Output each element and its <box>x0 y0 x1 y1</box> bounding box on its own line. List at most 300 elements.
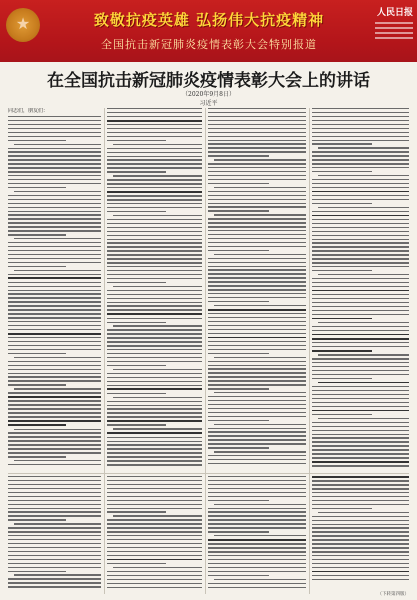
column-divider <box>104 108 105 594</box>
text-line <box>208 492 306 493</box>
text-line <box>8 578 101 579</box>
text-line <box>8 547 101 548</box>
text-line <box>312 262 409 263</box>
text-line <box>312 215 409 217</box>
text-line <box>8 365 101 366</box>
text-line <box>214 305 306 306</box>
text-line <box>107 333 202 334</box>
text-line <box>8 444 101 445</box>
text-line <box>14 238 101 239</box>
text-line <box>107 136 202 137</box>
text-line <box>312 437 409 438</box>
text-line <box>208 400 306 401</box>
text-line <box>107 361 202 362</box>
text-line <box>107 555 202 556</box>
text-line <box>312 219 409 220</box>
text-line <box>208 583 306 584</box>
text-line <box>14 191 101 192</box>
text-line <box>8 369 101 370</box>
text-line <box>8 543 101 544</box>
text-line <box>312 496 409 497</box>
text-line <box>214 254 306 255</box>
text-column-3 <box>208 108 306 470</box>
text-line <box>208 396 306 397</box>
text-line <box>8 432 101 433</box>
text-line <box>107 223 202 224</box>
text-line <box>8 337 101 338</box>
text-line <box>107 302 202 303</box>
text-line <box>312 350 372 352</box>
text-line <box>208 179 306 180</box>
text-line <box>8 535 101 536</box>
text-line <box>208 293 306 294</box>
text-line <box>214 451 306 452</box>
text-line <box>113 286 202 287</box>
text-line <box>208 120 306 121</box>
text-line <box>208 435 306 436</box>
text-line <box>312 112 409 113</box>
text-line <box>214 579 306 580</box>
text-line <box>312 492 409 493</box>
text-line <box>312 116 409 117</box>
text-line <box>8 277 101 279</box>
text-line <box>312 195 409 196</box>
text-line <box>8 488 101 489</box>
text-line <box>107 167 202 168</box>
text-line <box>107 313 202 315</box>
text-line <box>208 559 306 560</box>
text-line <box>107 207 202 208</box>
text-line <box>8 242 101 243</box>
text-line <box>107 242 202 243</box>
text-line <box>107 365 166 366</box>
text-line <box>107 227 202 228</box>
text-line <box>312 286 409 287</box>
text-line <box>312 555 409 556</box>
text-line <box>107 246 202 247</box>
text-line <box>208 218 306 219</box>
text-line <box>312 461 409 463</box>
text-line <box>312 378 372 379</box>
text-line <box>312 239 409 240</box>
text-line <box>208 226 306 227</box>
text-line <box>107 322 166 323</box>
text-line <box>208 183 269 184</box>
text-line <box>8 586 101 587</box>
text-line <box>312 465 409 466</box>
text-line <box>8 290 101 291</box>
text-line <box>312 559 409 560</box>
text-line <box>312 140 409 141</box>
text-line <box>312 128 409 129</box>
text-line <box>107 535 202 536</box>
text-line <box>113 325 202 326</box>
text-line <box>312 414 372 415</box>
text-line <box>208 575 269 576</box>
text-line <box>208 128 306 129</box>
text-line <box>312 449 409 450</box>
text-line <box>8 183 101 184</box>
text-line <box>312 563 409 564</box>
text-line <box>312 203 372 204</box>
text-line <box>8 155 101 156</box>
text-line <box>8 128 101 129</box>
text-line <box>107 309 202 310</box>
text-line <box>312 298 409 299</box>
text-line <box>312 155 409 156</box>
text-line <box>107 120 202 122</box>
text-line <box>8 341 101 342</box>
text-line <box>113 369 202 370</box>
text-line <box>312 258 409 259</box>
text-line <box>8 254 101 255</box>
text-line <box>208 376 306 377</box>
text-line <box>107 405 202 406</box>
text-line <box>107 191 202 193</box>
text-line <box>208 527 306 528</box>
text-line <box>312 362 409 363</box>
text-line <box>113 175 202 176</box>
text-line <box>8 515 101 516</box>
text-line <box>8 392 101 393</box>
text-line <box>14 460 101 461</box>
text-line <box>107 337 202 338</box>
text-line <box>107 298 202 299</box>
text-line <box>312 488 409 489</box>
text-line <box>208 416 306 417</box>
text-line <box>208 206 306 207</box>
text-line <box>107 452 202 453</box>
text-line <box>312 314 409 315</box>
text-line <box>208 511 306 512</box>
text-column-8 <box>312 476 409 586</box>
text-line <box>312 338 409 340</box>
text-line <box>8 555 101 556</box>
text-line <box>8 551 101 552</box>
text-line <box>312 163 409 164</box>
text-line <box>8 452 101 453</box>
text-line <box>8 376 101 377</box>
text-line <box>107 432 202 434</box>
text-column-4 <box>312 108 409 470</box>
text-line <box>208 297 306 298</box>
text-line <box>208 463 306 464</box>
text-line <box>8 262 101 263</box>
text-line <box>208 447 269 448</box>
text-line <box>208 163 306 164</box>
text-line <box>107 239 202 240</box>
text-line <box>8 286 101 287</box>
text-line <box>312 143 372 144</box>
text-line <box>312 500 409 501</box>
text-line <box>8 199 101 200</box>
text-line <box>8 234 66 235</box>
text-line <box>312 235 409 236</box>
text-line <box>208 431 306 432</box>
text-line <box>312 231 409 232</box>
text-line <box>107 199 202 200</box>
text-line <box>312 187 409 188</box>
text-line <box>107 250 202 251</box>
text-line <box>208 167 306 168</box>
text-line <box>107 539 202 540</box>
text-line <box>312 524 409 525</box>
text-line <box>208 345 306 346</box>
text-line <box>214 159 306 160</box>
text-line <box>208 132 306 133</box>
banner-subtitle: 全国抗击新冠肺炎疫情表彰大会特别报道 <box>101 38 317 51</box>
text-line <box>208 531 269 532</box>
text-line <box>107 437 202 438</box>
text-line <box>312 539 409 540</box>
text-line <box>318 175 409 176</box>
text-line <box>107 140 166 141</box>
text-line <box>318 354 409 355</box>
text-line <box>312 250 409 251</box>
text-line <box>208 301 269 302</box>
text-line <box>107 318 202 319</box>
text-line <box>208 143 306 144</box>
text-line <box>107 159 202 160</box>
text-line <box>107 171 166 172</box>
text-line <box>312 453 409 454</box>
text-line <box>107 353 202 354</box>
text-line <box>208 124 306 125</box>
text-line <box>8 333 101 335</box>
text-line <box>8 484 101 485</box>
text-line <box>318 418 409 419</box>
text-line <box>318 382 409 384</box>
text-line <box>8 496 101 497</box>
text-line <box>8 539 101 540</box>
text-line <box>208 388 269 389</box>
text-line <box>312 346 409 347</box>
text-line <box>312 551 409 552</box>
text-line <box>312 227 409 228</box>
text-line <box>208 238 306 239</box>
text-line <box>208 277 306 278</box>
text-line <box>14 429 101 430</box>
text-line <box>107 203 202 204</box>
section-divider <box>8 473 409 474</box>
text-line <box>107 420 202 422</box>
text-line <box>107 108 202 109</box>
text-line <box>312 547 409 548</box>
text-line <box>318 322 409 323</box>
text-line <box>318 147 409 148</box>
article-date: （2020年9月8日） <box>182 91 235 98</box>
text-line <box>8 301 101 302</box>
text-line <box>312 294 409 295</box>
text-line <box>312 394 409 395</box>
text-line <box>208 380 306 381</box>
text-line <box>107 488 202 489</box>
text-line <box>8 148 101 149</box>
text-line <box>208 337 306 339</box>
text-line <box>8 140 66 141</box>
article-title: 在全国抗击新冠肺炎疫情表彰大会上的讲话 <box>47 71 370 91</box>
text-line <box>107 508 202 509</box>
text-line <box>107 152 202 153</box>
text-line <box>312 136 409 137</box>
text-line <box>8 527 101 528</box>
text-line <box>208 281 306 282</box>
text-line <box>208 309 306 311</box>
text-line <box>107 496 202 497</box>
text-line <box>214 357 306 358</box>
text-line <box>113 567 202 568</box>
text-line <box>107 262 202 263</box>
text-line <box>107 258 202 259</box>
text-line <box>312 358 409 359</box>
text-line <box>113 428 202 429</box>
text-line <box>107 527 202 528</box>
text-line <box>312 278 409 279</box>
text-line <box>8 436 101 437</box>
text-line <box>208 317 306 318</box>
text-line <box>8 500 101 501</box>
text-line <box>8 329 101 330</box>
text-line <box>312 543 409 544</box>
text-line <box>8 167 101 168</box>
text-line <box>214 187 306 188</box>
text-line <box>107 349 202 350</box>
text-line <box>8 171 101 172</box>
text-line <box>208 543 306 544</box>
text-line <box>107 571 202 572</box>
text-line <box>8 136 101 137</box>
text-line <box>312 422 409 423</box>
text-line <box>107 290 202 291</box>
text-line <box>107 235 202 236</box>
text-line <box>318 207 409 208</box>
text-line <box>208 365 306 366</box>
text-line <box>8 349 101 350</box>
text-line <box>8 305 101 306</box>
text-line <box>208 234 306 235</box>
text-line <box>107 377 202 378</box>
text-column-2 <box>107 108 202 470</box>
text-line <box>107 388 202 390</box>
text-line <box>312 167 409 168</box>
text-line <box>107 559 202 561</box>
text-line <box>8 116 101 117</box>
text-line <box>107 543 202 544</box>
text-line <box>312 527 409 528</box>
text-column-6 <box>107 476 202 594</box>
text-line <box>8 508 101 509</box>
text-line <box>8 282 101 283</box>
text-line <box>107 393 166 394</box>
text-line <box>8 120 101 121</box>
text-line <box>8 266 66 267</box>
text-line <box>312 374 409 375</box>
text-column-1 <box>8 108 101 470</box>
text-line <box>208 258 306 259</box>
text-line <box>312 406 409 407</box>
text-line <box>312 398 409 399</box>
text-line <box>208 384 306 385</box>
text-line <box>8 380 101 381</box>
text-line <box>107 460 202 461</box>
text-line <box>208 199 306 200</box>
text-line <box>312 183 409 184</box>
text-line <box>8 408 101 409</box>
text-line <box>208 368 306 369</box>
text-line <box>208 108 306 109</box>
text-line <box>8 404 101 405</box>
text-line <box>214 535 306 536</box>
text-line <box>208 567 306 568</box>
text-line <box>214 504 306 505</box>
text-line <box>107 294 202 295</box>
text-line <box>107 579 202 580</box>
text-line <box>8 582 101 583</box>
text-line <box>113 144 202 145</box>
text-line <box>208 428 306 429</box>
text-line <box>208 242 306 243</box>
text-line <box>208 551 306 552</box>
text-line <box>312 410 409 412</box>
column-divider <box>309 108 310 594</box>
text-line <box>208 246 306 247</box>
text-line <box>312 326 409 327</box>
text-line <box>208 587 306 588</box>
text-line <box>208 353 269 354</box>
text-line <box>107 484 202 485</box>
text-line <box>8 448 101 449</box>
text-line <box>8 420 101 422</box>
text-line <box>14 270 101 271</box>
text-line <box>318 274 409 275</box>
text-line <box>208 147 306 148</box>
text-line <box>208 155 269 156</box>
text-line <box>8 563 101 564</box>
text-line <box>8 246 101 247</box>
text-line <box>8 416 101 417</box>
text-line <box>208 523 306 524</box>
text-line <box>107 163 202 164</box>
text-line <box>8 571 66 572</box>
text-line <box>312 370 409 371</box>
text-line <box>14 574 101 575</box>
text-line <box>208 547 306 548</box>
text-line <box>208 515 306 516</box>
text-line <box>208 116 306 117</box>
text-line <box>107 408 202 409</box>
text-line <box>208 262 306 263</box>
text-line <box>312 516 409 517</box>
text-line <box>107 441 202 442</box>
text-line <box>208 210 269 211</box>
text-line <box>8 218 101 219</box>
text-line <box>8 373 101 374</box>
text-line <box>8 464 101 465</box>
text-line <box>8 207 101 208</box>
text-line <box>8 440 101 441</box>
text-line <box>312 132 409 133</box>
text-line <box>208 420 269 421</box>
text-line <box>107 219 202 220</box>
text-line <box>107 274 202 275</box>
text-line <box>312 457 409 458</box>
text-line <box>312 302 409 303</box>
text-line <box>208 329 306 330</box>
text-line <box>312 246 409 247</box>
text-line <box>8 124 101 125</box>
text-line <box>107 583 202 584</box>
text-line <box>107 345 202 346</box>
